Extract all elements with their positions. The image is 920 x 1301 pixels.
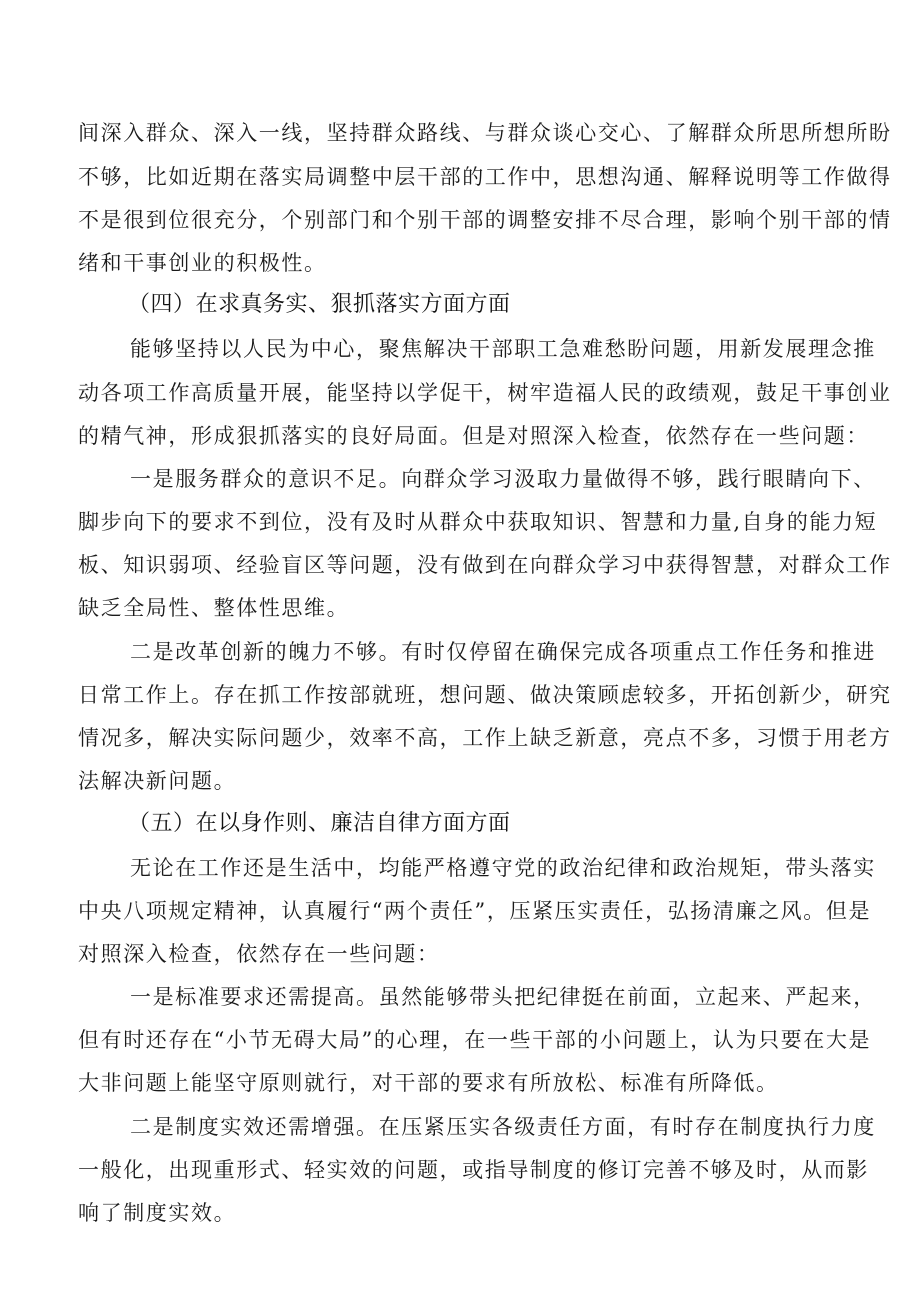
paragraph-line: 不够，比如近期在落实局调整中层干部的工作中，思想沟通、解释说明等工作做得 bbox=[78, 165, 892, 189]
section-heading-5: （五）在以身作则、廉洁自律方面方面 bbox=[128, 811, 511, 836]
paragraph-line: 的精气神，形成狠抓落实的良好局面。但是对照深入检查，依然存在一些问题： bbox=[78, 424, 869, 448]
paragraph-line: 中央八项规定精神，认真履行“两个责任”，压紧压实责任，弘扬清廉之风。但是 bbox=[78, 899, 872, 923]
paragraph-line: 一般化，出现重形式、轻实效的问题，或指导制度的修订完善不够及时，从而影 bbox=[78, 1158, 869, 1182]
paragraph-line: 动各项工作高质量开展，能坚持以学促干，树牢造福人民的政绩观，鼓足干事创业 bbox=[78, 381, 892, 405]
paragraph-line: 一是标准要求还需提高。虽然能够带头把纪律挺在前面，立起来、严起来， bbox=[130, 985, 876, 1009]
paragraph-line: 法解决新问题。 bbox=[78, 769, 237, 793]
paragraph-line: 脚步向下的要求不到位，没有及时从群众中获取知识、智慧和力量,自身的能力短 bbox=[78, 510, 878, 534]
paragraph-line: 对照深入检查，依然存在一些问题： bbox=[78, 942, 440, 966]
paragraph-line: 日常工作上。存在抓工作按部就班，想问题、做决策顾虑较多，开拓创新少，研究 bbox=[78, 683, 892, 707]
paragraph-line: 缺乏全局性、整体性思维。 bbox=[78, 596, 350, 620]
paragraph-line: 大非问题上能坚守原则就行，对干部的要求有所放松、标准有所降低。 bbox=[78, 1071, 779, 1095]
paragraph-line: 但有时还存在“小节无碍大局”的心理，在一些干部的小问题上，认为只要在大是 bbox=[78, 1028, 872, 1052]
paragraph-line: 板、知识弱项、经验盲区等问题，没有做到在向群众学习中获得智慧，对群众工作 bbox=[78, 553, 892, 577]
paragraph-line: 绪和干事创业的积极性。 bbox=[78, 251, 327, 275]
paragraph-line: 响了制度实效。 bbox=[78, 1201, 237, 1225]
paragraph-line: 间深入群众、深入一线，坚持群众路线、与群众谈心交心、了解群众所思所想所盼 bbox=[78, 121, 892, 145]
paragraph-line: 二是改革创新的魄力不够。有时仅停留在确保完成各项重点工作任务和推进 bbox=[130, 640, 876, 664]
paragraph-line: 二是制度实效还需增强。在压紧压实各级责任方面，有时存在制度执行力度 bbox=[130, 1115, 876, 1139]
paragraph-line: 情况多，解决实际问题少，效率不高，工作上缺乏新意，亮点不多，习惯于用老方 bbox=[78, 726, 892, 750]
paragraph-line: 无论在工作还是生活中，均能严格遵守党的政治纪律和政治规矩，带头落实 bbox=[130, 856, 876, 880]
section-heading-4: （四）在求真务实、狠抓落实方面方面 bbox=[128, 292, 511, 317]
paragraph-line: 能够坚持以人民为中心，聚焦解决干部职工急难愁盼问题，用新发展理念推 bbox=[130, 337, 876, 361]
paragraph-line: 一是服务群众的意识不足。向群众学习汲取力量做得不够，践行眼睛向下、 bbox=[130, 467, 876, 491]
paragraph-line: 不是很到位很充分，个别部门和个别干部的调整安排不尽合理，影响个别干部的情 bbox=[78, 208, 892, 232]
